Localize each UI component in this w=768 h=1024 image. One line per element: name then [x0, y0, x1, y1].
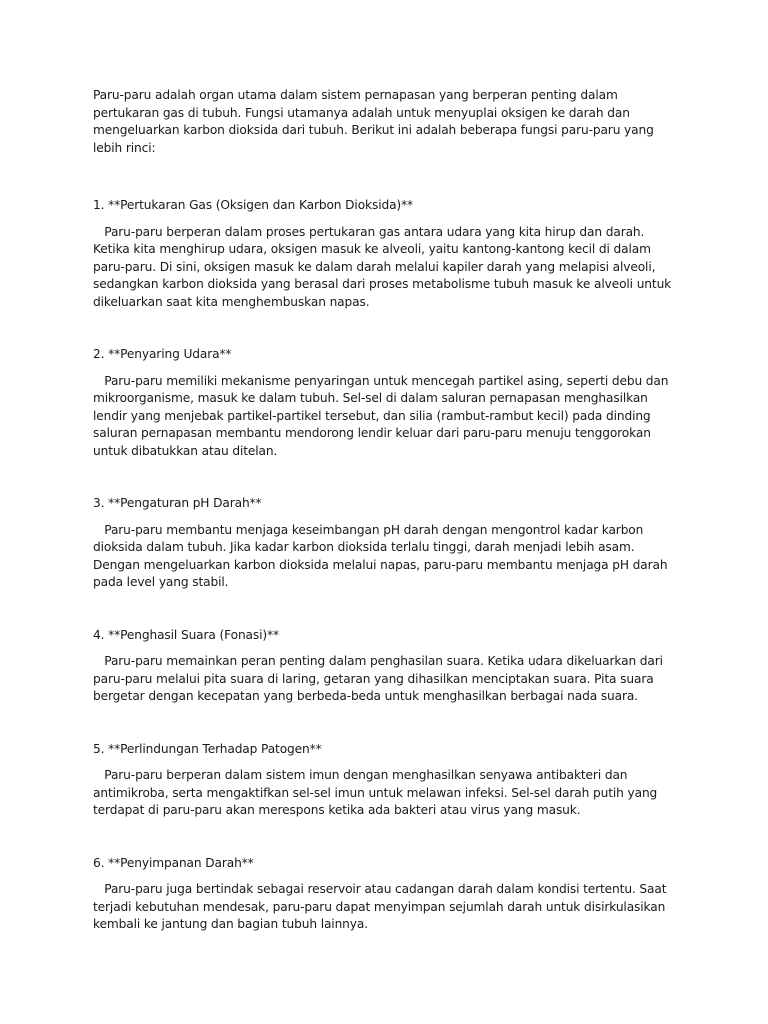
section-blood-storage [93, 855, 672, 934]
section-body: Paru-paru memainkan peran penting dalam penghasilan suara. Ketika udara dikeluarkan dari paru-paru melalui pita suara di laring, getaran yang dihasilkan menciptakan suara. Pita suara bergetar dengan kecepatan yang berbeda-beda untuk menghasilkan berbagai nada suara. [93, 654, 667, 703]
section-heading: 5. **Perlindungan Terhadap Patogen** [93, 741, 322, 756]
section-heading: 2. **Penyaring Udara** [93, 347, 232, 361]
section-heading: 6. **Penyimpanan Darah** [93, 855, 254, 870]
section-body: Paru-paru berperan dalam proses pertukaran gas antara udara yang kita hirup dan darah. Ketika kita menghirup udara, oksigen masuk ke alveoli, yaitu kantong-kantong kecil di dalam paru-paru. Di sini, oksigen masuk ke dalam darah melalui kapiler darah yang melapisi alveoli, sedangkan karbon dioksida yang berasal dari proses metabolisme tubuh masuk ke alveoli untuk dikeluarkan saat kita menghembuskan napas. [93, 224, 675, 309]
section-pathogen-protection [93, 741, 672, 820]
section-body: Paru-paru memiliki mekanisme penyaringan untuk mencegah partikel asing, seperti debu dan mikroorganisme, masuk ke dalam tubuh. Sel-sel di dalam saluran pernapasan menghasilkan lendir yang menjebak partikel-partikel tersebut, dan silia (rambut-rambut kecil) pada dinding saluran pernapasan membantu mendorong lendir keluar dari paru-paru menuju tenggorokan untuk dibatukkan atau ditelan. [93, 373, 673, 458]
section-heading: 1. **Pertukaran Gas (Oksigen dan Karbon Dioksida)** [93, 198, 414, 212]
section-body: Paru-paru berperan dalam sistem imun dengan menghasilkan senyawa antibakteri dan antimikroba, serta mengaktifkan sel-sel imun untuk melawan infeksi. Sel-sel darah putih yang terdapat di paru-paru akan merespons ketika ada bakteri atau virus yang masuk. [93, 768, 661, 817]
intro-paragraph: Paru-paru adalah organ utama dalam sistem pernapasan yang berperan penting dalam pertukaran gas di tubuh. Fungsi utamanya adalah untuk menyuplai oksigen ke darah dan mengeluarkan karbon dioksida dari tubuh. Berikut ini adalah beberapa fungsi paru-paru yang lebih rinci: [93, 88, 654, 155]
section-phonation [93, 627, 672, 706]
section-body: Paru-paru membantu menjaga keseimbangan pH darah dengan mengontrol kadar karbon dioksida dalam tubuh. Jika kadar karbon dioksida terlalu tinggi, darah menjadi lebih asam. Dengan mengeluarkan karbon dioksida melalui napas, paru-paru membantu menjaga pH darah pada level yang stabil. [93, 522, 672, 589]
section-air-filter [93, 346, 672, 460]
section-heading: 4. **Penghasil Suara (Fonasi)** [93, 627, 279, 642]
section-heading: 3. **Pengaturan pH Darah** [93, 496, 262, 510]
section-body: Paru-paru juga bertindak sebagai reservoir atau cadangan darah dalam kondisi tertentu. Saat terjadi kebutuhan mendesak, paru-paru dapat menyimpan sejumlah darah untuk disirkulasikan kembali ke jantung dan bagian tubuh lainnya. [93, 882, 671, 931]
section-gas-exchange [93, 197, 675, 311]
section-ph-regulation [93, 495, 672, 592]
